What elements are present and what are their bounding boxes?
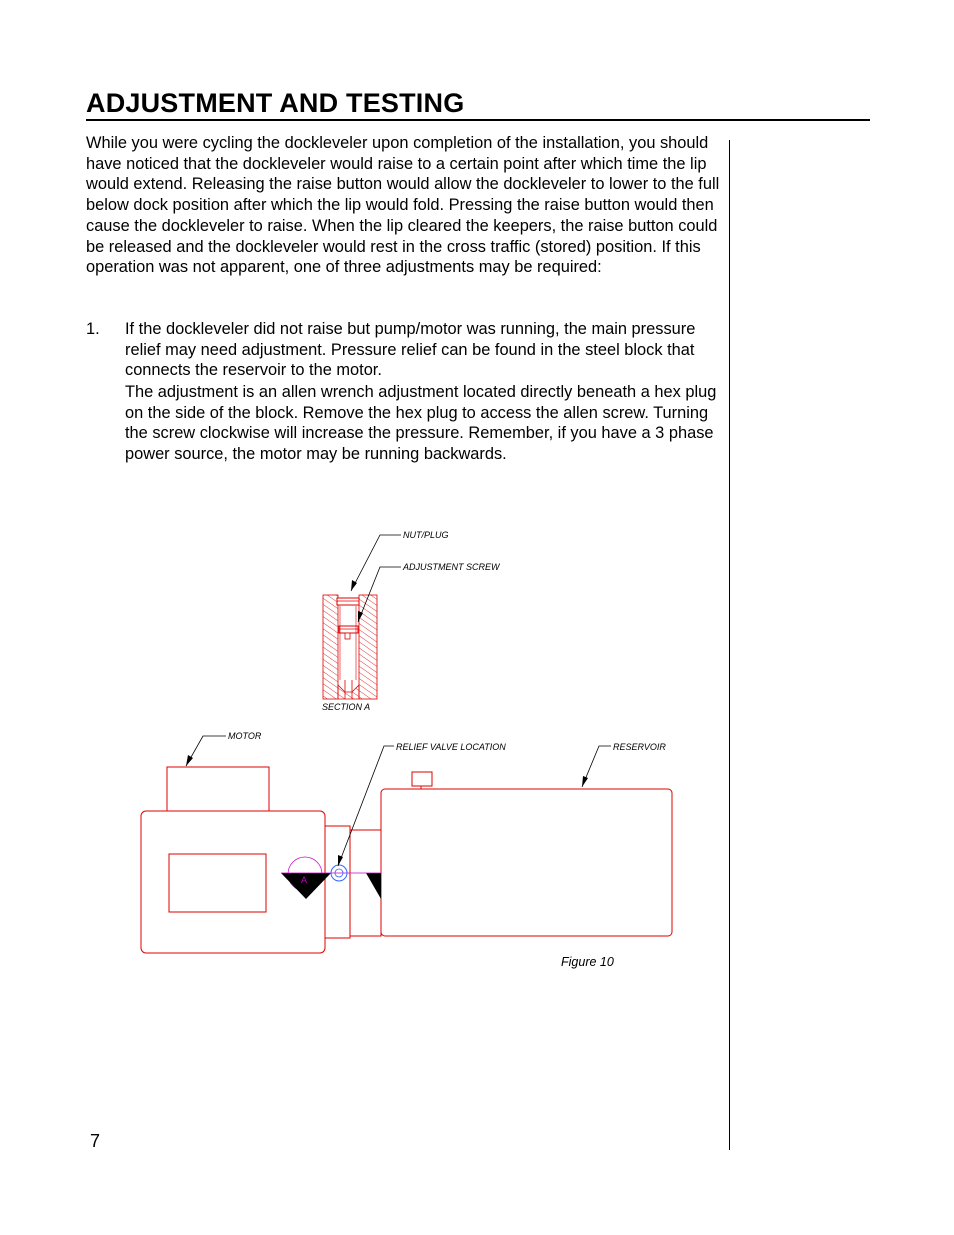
- pump-assembly: [141, 767, 672, 953]
- list-item-text: If the dockleveler did not raise but pump/motor was running, the main pressure relief may need adjustment. Pressure relief can be found in the steel block that connects the reservoir to the motor.: [125, 320, 696, 380]
- relief-valve-label: RELIEF VALVE LOCATION: [396, 742, 506, 752]
- nut-plug-label: NUT/PLUG: [403, 530, 449, 540]
- section-a-detail: [322, 530, 501, 712]
- section-bore-bottom: [338, 685, 359, 699]
- reservoir-filler-cap: [412, 772, 432, 786]
- adjustment-screw-label: ADJUSTMENT SCREW: [403, 562, 500, 572]
- nut-plug-shape: [337, 598, 359, 605]
- motor-panel: [169, 854, 266, 912]
- list-item-number: 1.: [86, 320, 100, 338]
- reservoir-label: RESERVOIR: [613, 742, 666, 752]
- intro-paragraph: While you were cycling the dockleveler upon completion of the installation, you should have noticed that the dockleveler would raise to a certain point after which time the lip would extend. Releasing the raise button would allow the dockleveler to lower to the full below dock position after which the lip would fold. Pressing the raise button would then cause the dockleveler to raise. When the lip cleared the keepers, the raise button could be released and the dockleveler would rest in the cross traffic (stored) position. If this operation was not apparent, one of three adjustments may be required:: [86, 134, 720, 277]
- nut-plug-leader: [351, 535, 401, 591]
- relief-valve-leader: [338, 746, 394, 866]
- list-item-text-continued: The adjustment is an allen wrench adjustment located directly beneath a hex plug on the side of the block. Remove the hex plug to access the allen screw. Turning the screw clockwise will increase the pressure. Remember, if you have a 3 phase power source, the motor may be running backwards.: [125, 383, 717, 464]
- section-marker-right-arrow: [366, 873, 381, 899]
- motor-label: MOTOR: [228, 731, 262, 741]
- page-number: 7: [90, 1131, 101, 1151]
- section-a-label: SECTION A: [322, 702, 371, 712]
- connector-block: [325, 826, 350, 938]
- figure-caption: Figure 10: [561, 955, 614, 969]
- section-marker-letter: A: [301, 875, 308, 885]
- section-block-left-wall: [323, 595, 338, 699]
- motor-leader: [186, 736, 226, 766]
- reservoir-leader: [582, 746, 611, 787]
- adjustment-screw-shape: [339, 626, 358, 633]
- page-title: ADJUSTMENT AND TESTING: [86, 88, 465, 118]
- section-block-right-wall: [359, 595, 377, 699]
- motor-top-box: [167, 767, 269, 811]
- reservoir-body: [381, 789, 672, 936]
